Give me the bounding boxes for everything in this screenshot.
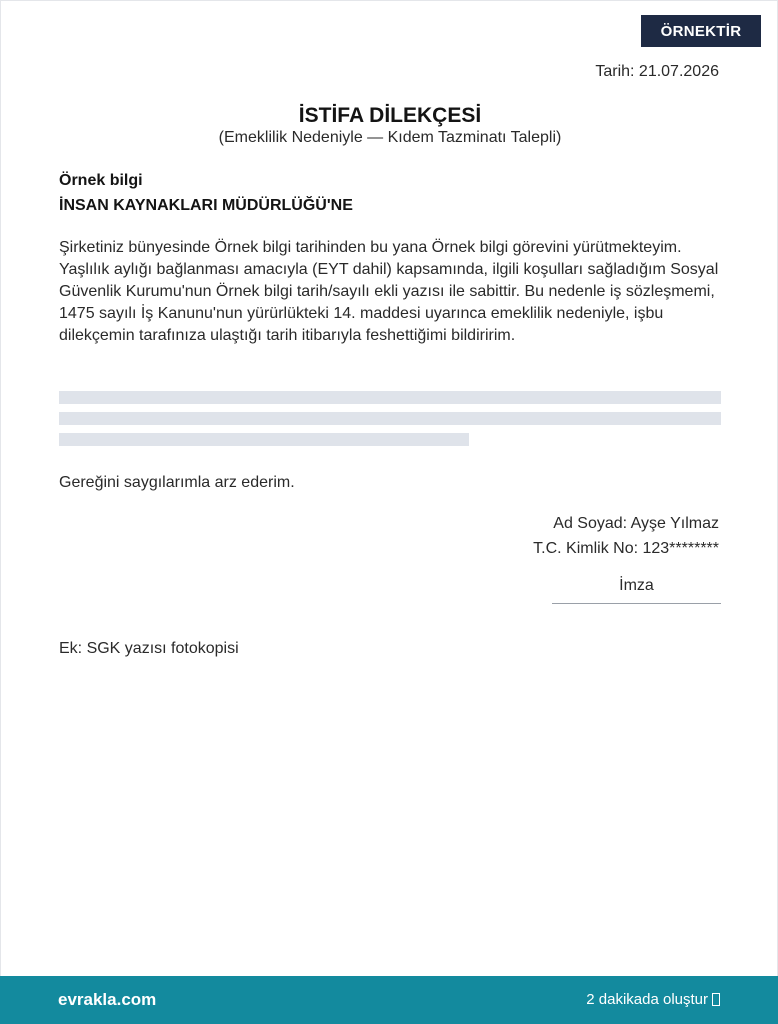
signatory-name: Ad Soyad: Ayşe Yılmaz <box>553 515 719 532</box>
signature-label: İmza <box>619 577 654 594</box>
redacted-line <box>59 391 721 404</box>
addressee-department: İNSAN KAYNAKLARI MÜDÜRLÜĞÜ'NE <box>59 197 353 214</box>
cta-label: 2 dakikada oluştur <box>586 991 708 1008</box>
sample-badge: ÖRNEKTİR <box>641 15 761 47</box>
signatory-id: T.C. Kimlik No: 123******** <box>533 540 719 557</box>
signature-line <box>552 603 721 604</box>
document-title: İSTİFA DİLEKÇESİ <box>298 104 482 127</box>
footer-bar <box>0 976 778 1024</box>
create-cta-link[interactable] <box>586 991 720 1008</box>
document-subtitle: (Emeklilik Nedeniyle — Kıdem Tazminatı Talepli) <box>218 129 562 146</box>
brand-link[interactable]: evrakla.com <box>58 990 157 1009</box>
document-date: Tarih: 21.07.2026 <box>595 63 719 80</box>
redacted-line <box>59 433 469 446</box>
closing-statement: Gereğini saygılarımla arz ederim. <box>59 474 295 491</box>
redacted-line <box>59 412 721 425</box>
doc-icon <box>712 993 720 1006</box>
attachment-note: Ek: SGK yazısı fotokopisi <box>59 640 239 657</box>
body-paragraph: Şirketiniz bünyesinde Örnek bilgi tarihinden bu yana Örnek bilgi görevini yürütmekteyim. Yaşlılık aylığı bağlanması amacıyla (EYT dahil) kapsamında, ilgili koşulları sağladığım Sosyal Güvenlik Kurumu'nun Örnek bilgi tarih/sayılı ekli yazısı ile sabittir. Bu nedenle iş sözleşmemi, 1475 sayılı İş Kanunu'nun yürürlükteki 14. maddesi uyarınca emeklilik nedeniyle, işbu dilekçemin tarafınıza ulaştığı tarih itibarıyla feshettiğimi bildiririm. <box>59 239 719 344</box>
addressee-name: Örnek bilgi <box>59 172 143 189</box>
